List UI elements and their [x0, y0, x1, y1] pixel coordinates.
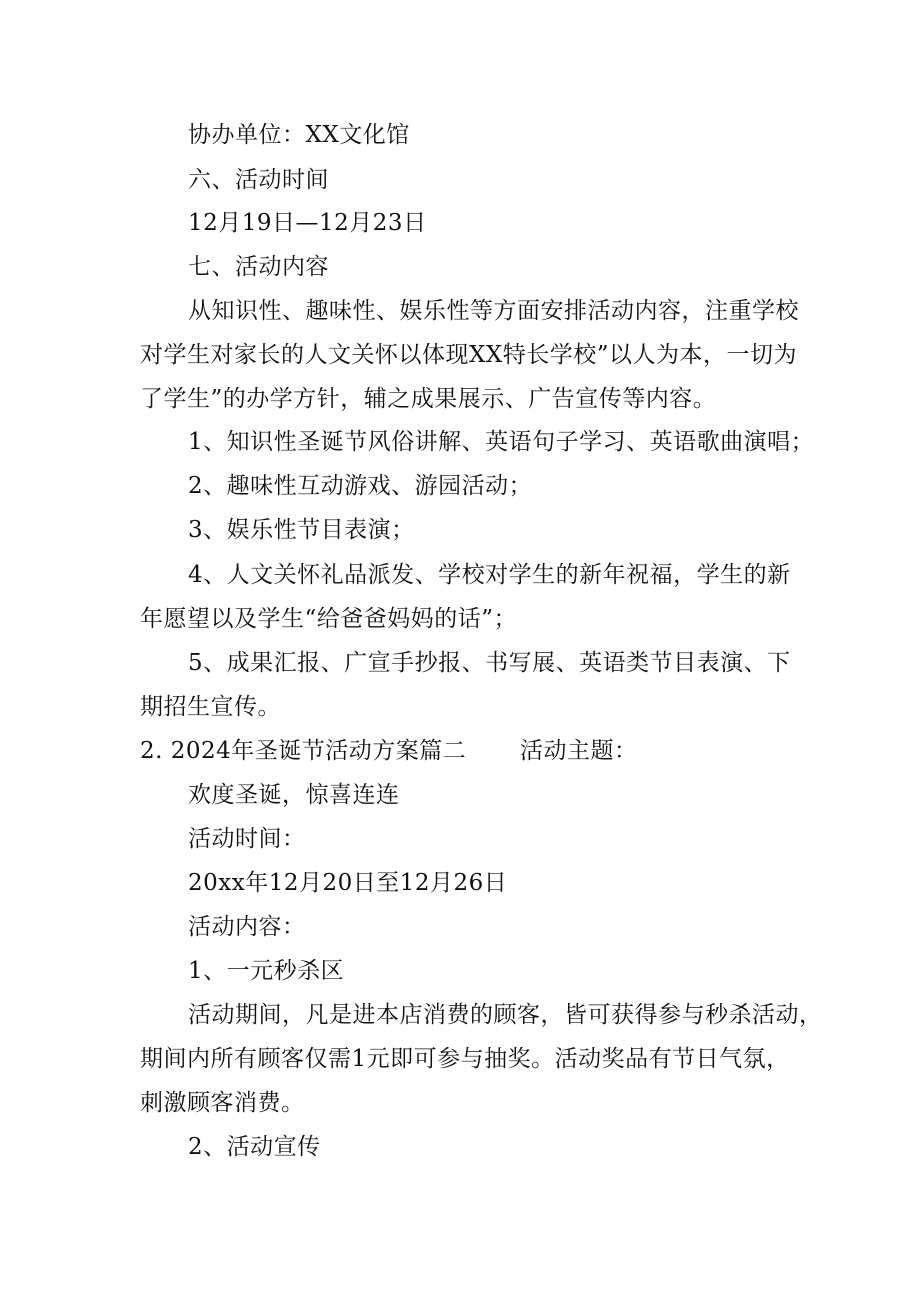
content-item-2: 2、活动宣传	[188, 1134, 321, 1160]
activity-date-text: 20xx年12月20日至12月26日	[188, 870, 508, 896]
list-item-4-line-2: 年愿望以及学生“给爸爸妈妈的话”；	[140, 606, 518, 632]
paragraph-line-3: 了学生”的办学方针，辅之成果展示、广告宣传等内容。	[140, 386, 717, 412]
list-item-4-line-1: 4、人文关怀礼品派发、学校对学生的新年祝福，学生的新	[188, 562, 791, 588]
list-item-5-line-1: 5、成果汇报、广宣手抄报、书写展、英语类节目表演、下	[188, 650, 791, 676]
list-item-5-line-2: 期招生宣传。	[140, 694, 281, 720]
content-item-1: 1、一元秒杀区	[188, 958, 345, 984]
section-heading-activity-time: 六、活动时间	[188, 167, 329, 193]
content-paragraph-line-1: 活动期间，凡是进本店消费的顾客，皆可获得参与秒杀活动，	[188, 1002, 823, 1028]
section-heading-activity-content: 七、活动内容	[188, 254, 329, 280]
section-2-theme-label: 活动主题：	[520, 738, 638, 764]
list-item-2: 2、趣味性互动游戏、游园活动；	[188, 473, 533, 499]
paragraph-line-1: 从知识性、趣味性、娱乐性等方面安排活动内容，注重学校	[188, 298, 799, 324]
text-line-date-range: 12月19日—12月23日	[188, 210, 427, 236]
paragraph-line-2: 对学生对家长的人文关怀以体现XX特长学校”以人为本，一切为	[140, 342, 798, 368]
text-line-coorganizer: 协办单位：XX文化馆	[188, 122, 410, 148]
content-paragraph-line-2: 期间内所有顾客仅需1元即可参与抽奖。活动奖品有节日气氛，	[140, 1046, 790, 1072]
section-2-heading: 2. 2024年圣诞节活动方案篇二	[140, 738, 467, 764]
content-paragraph-line-3: 刺激顾客消费。	[140, 1090, 305, 1116]
activity-content-label: 活动内容：	[188, 914, 306, 940]
activity-time-label: 活动时间：	[188, 826, 306, 852]
list-item-3: 3、娱乐性节目表演；	[188, 517, 415, 543]
theme-text: 欢度圣诞，惊喜连连	[188, 782, 400, 808]
list-item-1: 1、知识性圣诞节风俗讲解、英语句子学习、英语歌曲演唱；	[188, 429, 815, 455]
